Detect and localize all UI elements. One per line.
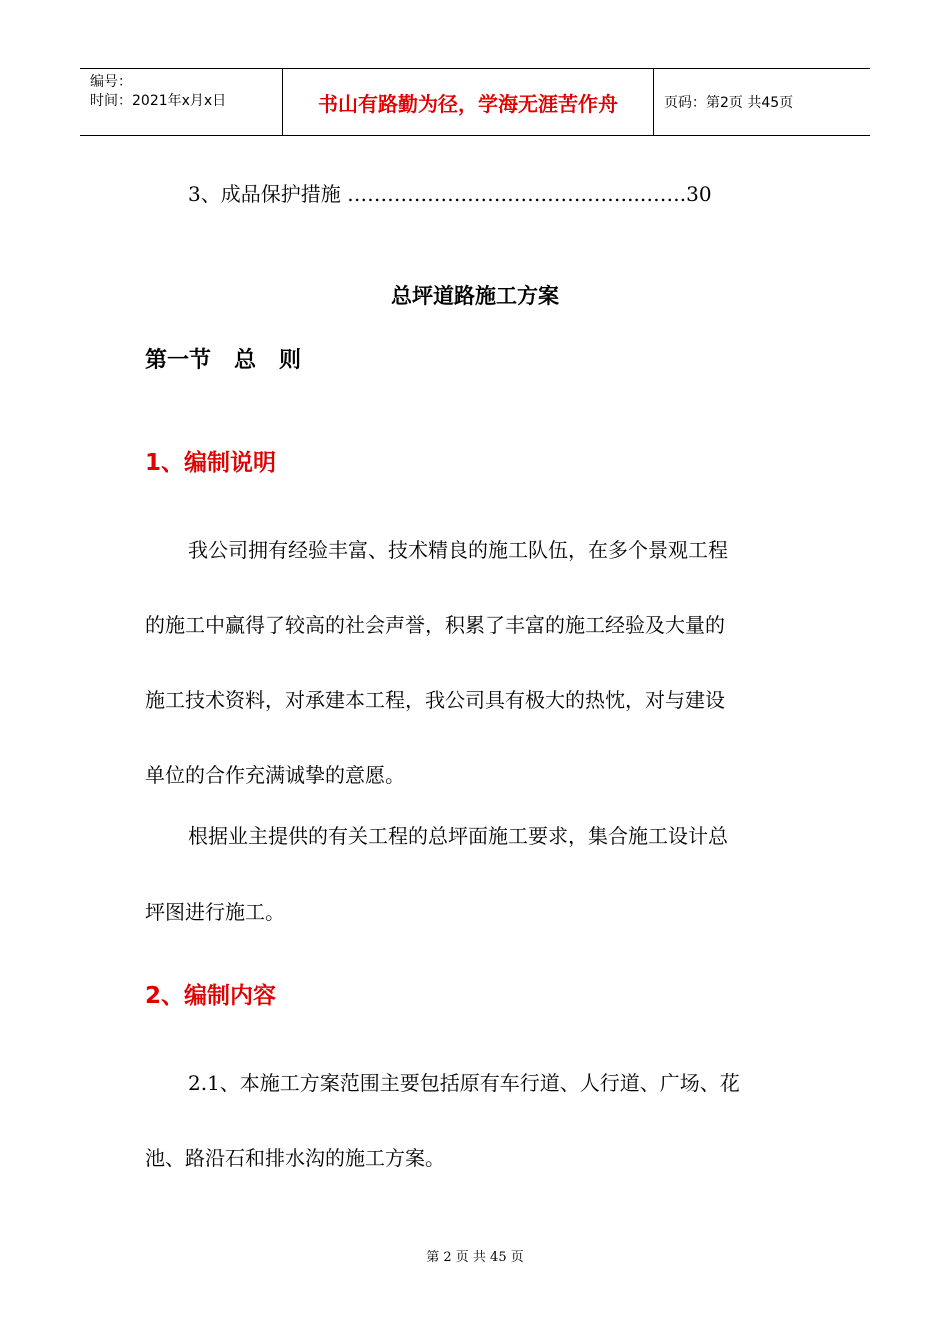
paragraph-line: 我公司拥有经验丰富、技术精良的施工队伍，在多个景观工程 bbox=[188, 538, 728, 562]
time-label: 时间：2021年x月x日 bbox=[90, 93, 227, 109]
header-meta-cell bbox=[80, 69, 282, 135]
document-title: 总坪道路施工方案 bbox=[391, 284, 559, 308]
paragraph-line: 池、路沿石和排水沟的施工方案。 bbox=[145, 1146, 445, 1170]
header-motto: 书山有路勤为径，学海无涯苦作舟 bbox=[282, 69, 654, 135]
header-page-number: 页码：第2页 共45页 bbox=[664, 95, 794, 111]
serial-number-label: 编号： bbox=[90, 74, 132, 90]
page-footer: 第 2 页 共 45 页 bbox=[426, 1250, 524, 1265]
paragraph-line: 坪图进行施工。 bbox=[145, 900, 285, 924]
paragraph-line: 2.1、本施工方案范围主要包括原有车行道、人行道、广场、花 bbox=[188, 1071, 740, 1095]
paragraph-line: 根据业主提供的有关工程的总坪面施工要求，集合施工设计总 bbox=[188, 824, 728, 848]
paragraph-line: 单位的合作充满诚挚的意愿。 bbox=[145, 763, 405, 787]
section-heading: 第一节 总 则 bbox=[145, 348, 301, 373]
document-header bbox=[80, 68, 870, 136]
heading-compilation-content: 2、编制内容 bbox=[145, 983, 277, 1009]
toc-entry: 3、成品保护措施 ……………………………………..…….30 bbox=[188, 182, 712, 206]
paragraph-line: 施工技术资料，对承建本工程，我公司具有极大的热忱，对与建设 bbox=[145, 688, 725, 712]
paragraph-line: 的施工中赢得了较高的社会声誉，积累了丰富的施工经验及大量的 bbox=[145, 613, 725, 637]
heading-compilation-notes: 1、编制说明 bbox=[145, 450, 277, 476]
